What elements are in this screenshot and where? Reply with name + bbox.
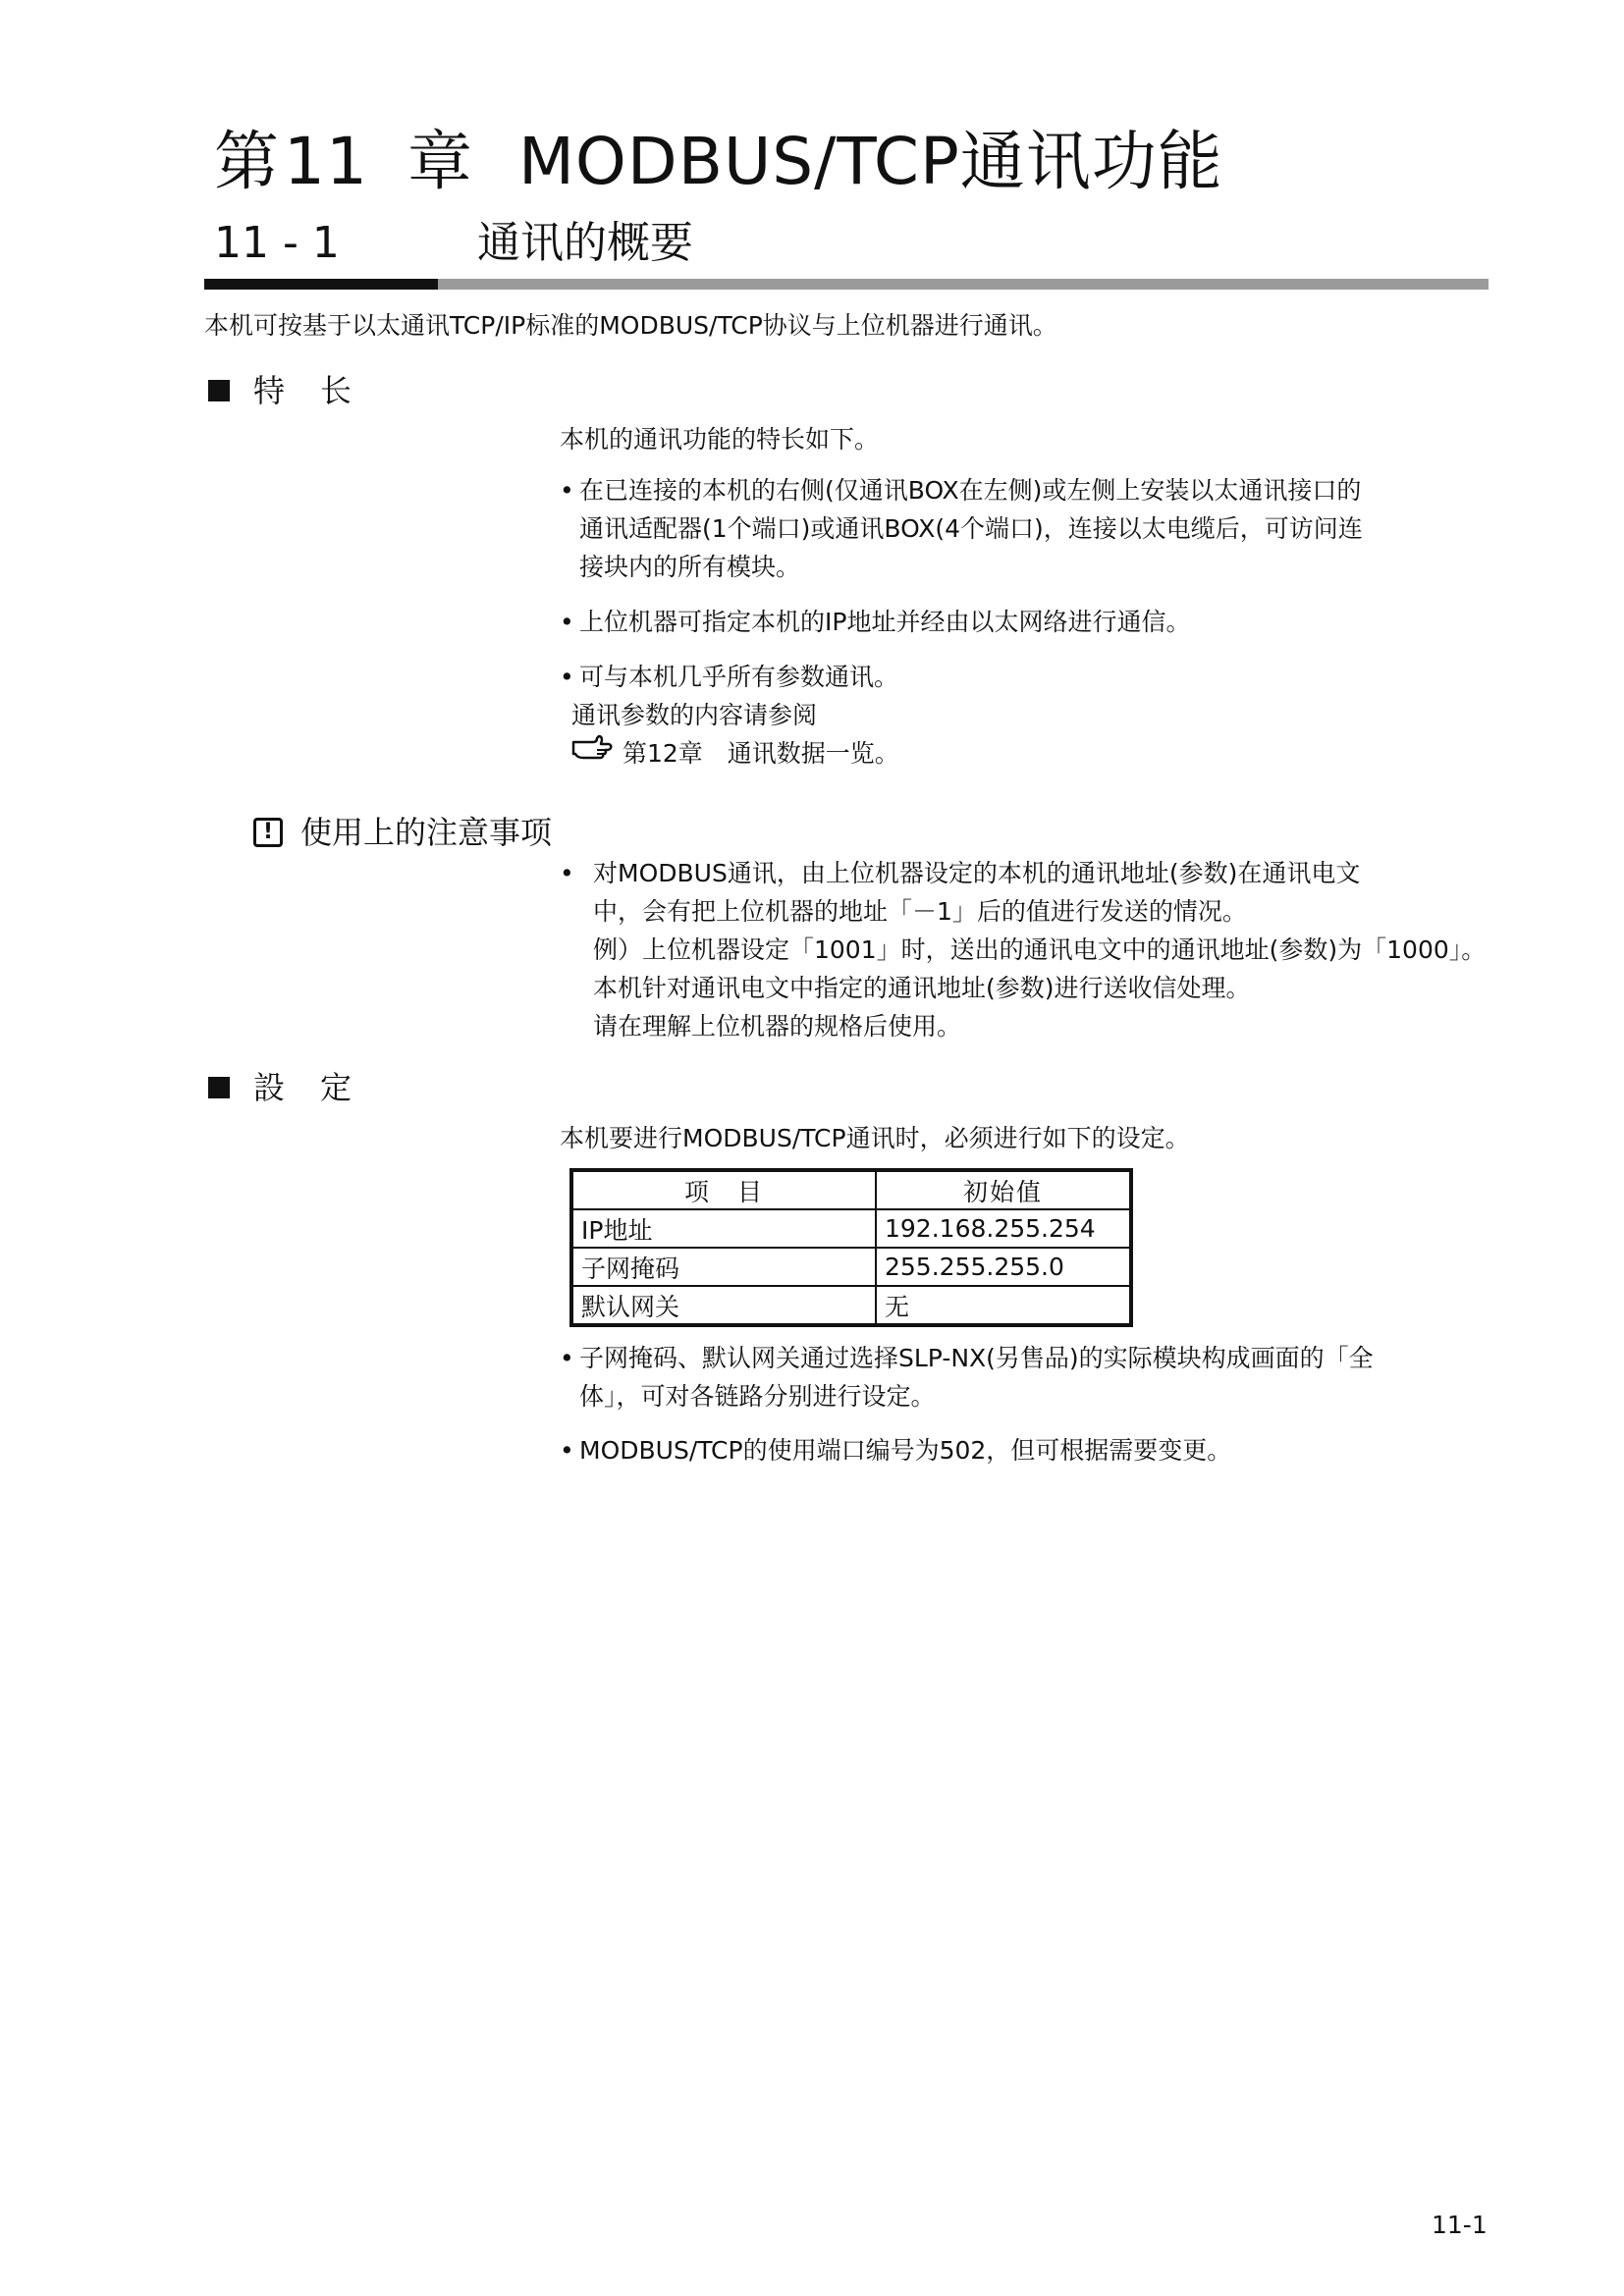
- chapter-title: [214, 120, 1223, 204]
- feature-line: 接块内的所有模块。: [579, 553, 801, 581]
- caution-line: 例）上位机器设定「1001」时，送出的通讯电文中的通讯地址(参数)为「1000」。: [593, 935, 1487, 964]
- feature-bullet: [560, 471, 1363, 586]
- reference-intro: 通讯参数的内容请参阅: [571, 701, 818, 729]
- caution-heading: [253, 811, 552, 854]
- chapter-name: MODBUS/TCP通讯功能: [517, 124, 1223, 199]
- caution-heading-text: 使用上的注意事项: [300, 814, 553, 851]
- table-row: [571, 1286, 1131, 1325]
- feature-bullet: [560, 603, 1190, 641]
- bullet-dot-icon: •: [560, 663, 574, 691]
- settings-note-line: 体」，可对各链路分别进行设定。: [579, 1382, 936, 1411]
- bullet-dot-icon: •: [560, 1436, 574, 1465]
- features-lead: 本机的通讯功能的特长如下。: [560, 425, 880, 454]
- reference-link[interactable]: 第12章 通讯数据一览。: [623, 739, 899, 768]
- chapter-suffix: 章: [406, 124, 473, 199]
- feature-line: 在已连接的本机的右侧(仅通讯BOX在左侧)或左侧上安装以太通讯接口的: [579, 476, 1362, 505]
- section-number: 11 - 1: [214, 218, 340, 268]
- settings-note: [560, 1431, 1231, 1469]
- square-bullet-icon: [208, 380, 230, 401]
- settings-table: [569, 1168, 1133, 1327]
- caution-note: [560, 854, 1486, 1045]
- table-cell: 子网掩码: [571, 1248, 876, 1286]
- feature-line: 可与本机几乎所有参数通讯。: [579, 663, 899, 691]
- settings-heading-text: 設定: [253, 1069, 388, 1106]
- square-bullet-icon: [208, 1077, 230, 1098]
- feature-bullet: [560, 658, 898, 696]
- settings-lead: 本机要进行MODBUS/TCP通讯时，必须进行如下的设定。: [560, 1124, 1190, 1152]
- caution-line: 本机针对通讯电文中指定的通讯地址(参数)进行送收信处理。: [593, 974, 1251, 1002]
- table-cell: 192.168.255.254: [876, 1209, 1131, 1248]
- table-row: [571, 1209, 1131, 1248]
- section-title: 通讯的概要: [477, 218, 693, 268]
- chapter-number: 11: [284, 124, 368, 199]
- table-cell: 无: [876, 1286, 1131, 1325]
- features-heading: [208, 369, 387, 412]
- table-header-row: [571, 1170, 1131, 1209]
- table-cell: 255.255.255.0: [876, 1248, 1131, 1286]
- bullet-dot-icon: •: [560, 476, 574, 505]
- caution-line: 中，会有把上位机器的地址「－1」后的值进行发送的情况。: [593, 897, 1247, 926]
- settings-heading: [208, 1066, 387, 1109]
- column-header: 初始值: [876, 1170, 1131, 1209]
- bullet-dot-icon: •: [560, 859, 574, 887]
- settings-note-line: MODBUS/TCP的使用端口编号为502，但可根据需要变更。: [579, 1436, 1232, 1465]
- page-number: 11-1: [1432, 2211, 1488, 2239]
- caution-line: 请在理解上位机器的规格后使用。: [593, 1012, 962, 1041]
- bullet-dot-icon: •: [560, 608, 574, 636]
- feature-line: 通讯适配器(1个端口)或通讯BOX(4个端口)，连接以太电缆后，可访问连: [579, 514, 1363, 543]
- pointing-hand-icon: [569, 734, 613, 773]
- settings-note-line: 子网掩码、默认网关通过选择SLP-NX(另售品)的实际模块构成画面的「全: [579, 1344, 1374, 1372]
- intro-text: 本机可按基于以太通讯TCP/IP标准的MODBUS/TCP协议与上位机器进行通讯。: [204, 311, 1057, 340]
- caution-icon: !: [253, 818, 283, 847]
- table-row: [571, 1248, 1131, 1286]
- features-heading-text: 特长: [253, 372, 388, 409]
- settings-note: [560, 1339, 1374, 1415]
- section-rule-accent: [204, 279, 438, 290]
- table-cell: IP地址: [571, 1209, 876, 1248]
- bullet-dot-icon: •: [560, 1344, 574, 1372]
- feature-line: 上位机器可指定本机的IP地址并经由以太网络进行通信。: [579, 608, 1191, 636]
- chapter-prefix: 第: [214, 124, 280, 199]
- reference-row: [569, 734, 899, 773]
- column-header: 项 目: [571, 1170, 876, 1209]
- table-cell: 默认网关: [571, 1286, 876, 1325]
- caution-line: 对MODBUS通讯，由上位机器设定的本机的通讯地址(参数)在通讯电文: [593, 859, 1361, 887]
